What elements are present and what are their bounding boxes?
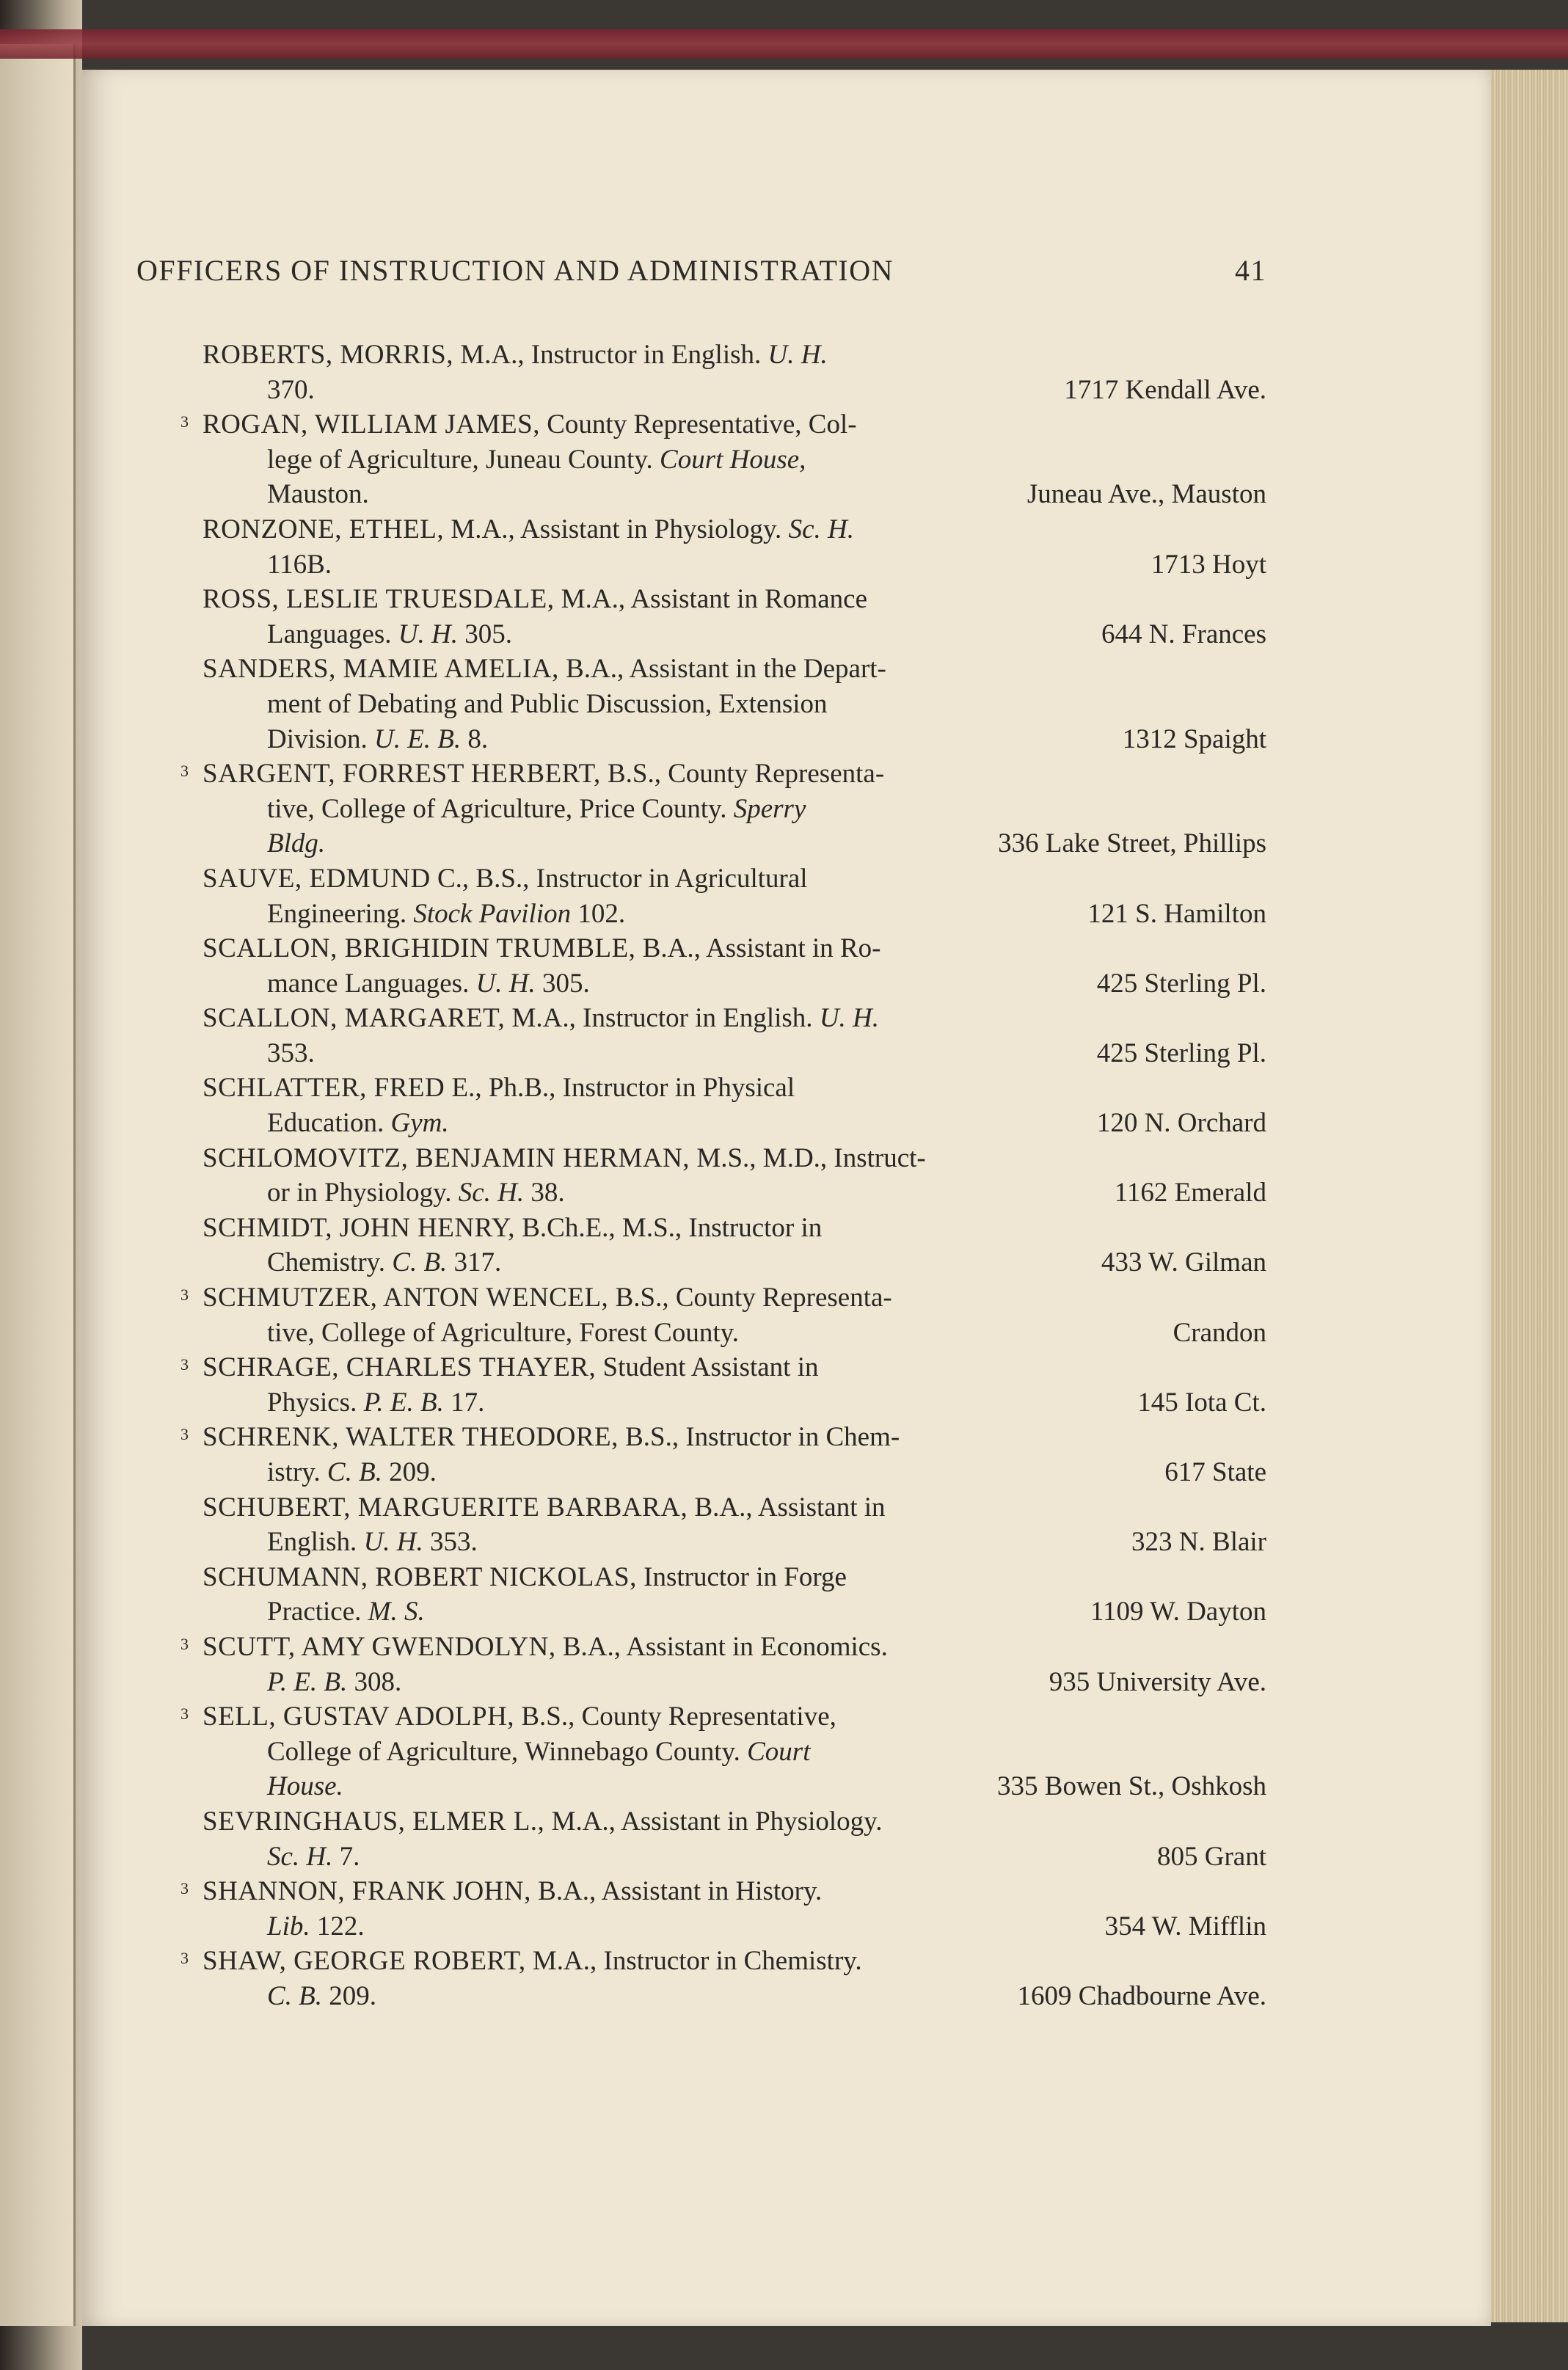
directory-entry [203, 1071, 1266, 1140]
entry-address: 145 Iota Ct. [1137, 1387, 1266, 1418]
entry-address: 425 Sterling Pl. [1096, 968, 1266, 999]
entry-text: County Representative, Col- [539, 409, 857, 440]
directory-entry [203, 338, 1266, 407]
directory-entry [203, 931, 1266, 1001]
page-block-edges [1489, 70, 1568, 2322]
entry-text: 305. [457, 619, 512, 649]
person-name: SCHUBERT, MARGUERITE BARBARA, [203, 1492, 688, 1523]
directory-entry [203, 1001, 1266, 1071]
entry-text: English. [267, 1527, 364, 1558]
directory-entry [203, 1141, 1266, 1211]
office-location: C. B. [267, 1980, 323, 2011]
entry-continuation-line [203, 722, 1266, 757]
person-name: SANDERS, MAMIE AMELIA, [203, 654, 559, 685]
directory-entry [180, 1420, 1266, 1490]
entry-text: 317. [447, 1247, 502, 1278]
directory-entry [180, 1280, 1266, 1350]
header-title: OFFICERS OF INSTRUCTION AND ADMINISTRATION [136, 254, 894, 287]
entry-name-line [203, 1211, 1266, 1246]
entry-name-line [180, 1944, 1266, 1979]
book-cover-edge [0, 29, 1568, 59]
office-location: P. E. B. [267, 1666, 348, 1697]
footnote-marker: 3 [180, 1355, 189, 1374]
entry-continuation-line [203, 477, 1266, 512]
entry-continuation-line [203, 1594, 1266, 1630]
entry-name-line [203, 338, 1266, 373]
entry-name-line [180, 1420, 1266, 1455]
entry-text: 353. [423, 1527, 478, 1558]
entry-continuation-line [203, 547, 1266, 583]
entry-address: Crandon [1173, 1317, 1266, 1348]
entry-continuation-line [203, 1245, 1266, 1280]
entry-address: 1312 Spaight [1122, 723, 1266, 754]
directory-entry [203, 582, 1266, 652]
entry-text: B.S., County Representa- [608, 1283, 892, 1313]
directory-entry [203, 1560, 1266, 1630]
entry-address: Juneau Ave., Mauston [1027, 479, 1266, 510]
entry-continuation-line [203, 1175, 1266, 1211]
entry-text: Languages. [267, 619, 398, 649]
person-name: SCUTT, AMY GWENDOLYN, [203, 1631, 556, 1662]
office-location: Sc. H. [267, 1841, 333, 1872]
office-location: C. B. [392, 1247, 448, 1278]
entry-text: C., B.S., Instructor in Agricultural [430, 863, 808, 894]
entry-address: 1109 W. Dayton [1090, 1597, 1266, 1627]
entry-address: 354 W. Mifflin [1104, 1911, 1266, 1941]
entry-text: Student Assistant in [596, 1352, 819, 1383]
office-location: House. [267, 1771, 343, 1802]
entry-text: B.Ch.E., M.S., Instructor in [514, 1212, 823, 1243]
entry-continuation-line [203, 1735, 1266, 1770]
person-name: ROGAN, WILLIAM JAMES, [203, 409, 540, 440]
person-name: ROBERTS, MORRIS, [203, 340, 453, 370]
entry-text: istry. [267, 1457, 327, 1487]
entry-text: 17. [443, 1387, 485, 1418]
entry-name-line [180, 1280, 1266, 1316]
entry-text: B.S., County Representative, [514, 1702, 836, 1732]
entry-name-line [180, 1630, 1266, 1665]
office-location: M. S. [368, 1597, 425, 1627]
entry-text: Instructor in Forge [636, 1561, 847, 1592]
entry-continuation-line [203, 966, 1266, 1002]
entry-name-line [203, 512, 1266, 547]
entry-text: tive, College of Agriculture, Forest County. [267, 1317, 739, 1348]
office-location: U. H. [819, 1003, 880, 1034]
entry-address: 1162 Emerald [1114, 1178, 1266, 1208]
person-name: SCALLON, MARGARET, [203, 1003, 506, 1034]
entry-address: 121 S. Hamilton [1087, 898, 1266, 929]
entry-continuation-line [203, 442, 1266, 478]
entry-name-line [180, 1699, 1266, 1735]
person-name: SCHLOMOVITZ, BENJAMIN HERMAN, [203, 1142, 690, 1173]
entry-text: Engineering. [267, 898, 414, 929]
entry-text: M.A., Instructor in English. [453, 340, 768, 370]
entry-address: 425 Sterling Pl. [1096, 1038, 1266, 1068]
entry-name-line [203, 1560, 1266, 1595]
office-location: U. H. [767, 340, 828, 370]
directory-entry [203, 1490, 1266, 1560]
office-location: U. E. B. [373, 723, 462, 754]
entry-continuation-line [203, 826, 1266, 861]
office-location: Sc. H. [458, 1178, 525, 1208]
footnote-marker: 3 [180, 1286, 189, 1305]
entry-continuation-line [203, 1525, 1266, 1560]
entry-name-line [180, 1350, 1266, 1385]
office-location: Court House, [660, 444, 806, 475]
directory-entry [180, 407, 1266, 512]
directory-listing [180, 338, 1266, 2014]
entry-text: B.A., Assistant in Ro- [635, 933, 881, 964]
entry-text: Practice. [267, 1597, 368, 1627]
entry-text: or in Physiology. [267, 1178, 459, 1208]
person-name: SHANNON, FRANK JOHN, [203, 1876, 531, 1907]
office-location: U. H. [398, 619, 458, 649]
page-number: 41 [1235, 254, 1266, 287]
person-name: SAUVE, EDMUND [203, 863, 431, 894]
entry-text: Education. [267, 1108, 391, 1139]
footnote-marker: 3 [180, 1425, 189, 1444]
directory-entry [180, 1944, 1266, 2013]
entry-name-line [203, 1071, 1266, 1106]
entry-name-line [180, 756, 1266, 792]
entry-address: 336 Lake Street, Phillips [998, 828, 1266, 859]
entry-text: B.A., Assistant in the Depart- [558, 654, 886, 685]
entry-address: 1609 Chadbourne Ave. [1017, 1980, 1266, 2011]
entry-text: 122. [310, 1911, 365, 1941]
entry-continuation-line [203, 1979, 1266, 2014]
footnote-marker: 3 [180, 1634, 189, 1653]
office-location: Bldg. [267, 828, 326, 859]
directory-entry [203, 861, 1266, 931]
entry-text: 8. [461, 723, 489, 754]
person-name: SEVRINGHAUS, ELMER L., [203, 1806, 545, 1837]
entry-name-line [203, 1804, 1266, 1840]
entry-name-line [203, 1001, 1266, 1036]
office-location: C. B. [327, 1457, 382, 1487]
person-name: SARGENT, FORREST HERBERT, [203, 759, 601, 790]
directory-entry [203, 652, 1266, 756]
entry-text: ment of Debating and Public Discussion, Extension [267, 688, 828, 719]
running-header [136, 253, 1266, 288]
office-location: Sperry [733, 793, 806, 824]
person-name: SELL, GUSTAV ADOLPH, [203, 1702, 515, 1732]
entry-text: 209. [322, 1980, 377, 2011]
entry-text: tive, College of Agriculture, Price County. [267, 793, 734, 824]
office-location: P. E. B. [363, 1387, 444, 1418]
entry-continuation-line [203, 792, 1266, 827]
entry-address: 617 State [1164, 1457, 1266, 1487]
entry-text: M.A., Assistant in Physiology. [544, 1806, 883, 1837]
entry-name-line [203, 931, 1266, 966]
entry-text: 305. [535, 968, 590, 999]
entry-text: M.A., Assistant in Romance [554, 584, 868, 615]
entry-text: M.S., M.D., Instruct- [690, 1142, 926, 1173]
directory-entry [203, 512, 1266, 582]
entry-continuation-line [203, 1385, 1266, 1421]
entry-address: 1717 Kendall Ave. [1064, 374, 1266, 405]
entry-text: 38. [524, 1178, 565, 1208]
entry-text: B.S., County Representa- [600, 759, 885, 790]
directory-entry [180, 1350, 1266, 1420]
person-name: SHAW, GEORGE ROBERT, [203, 1946, 526, 1977]
entry-continuation-line [203, 373, 1266, 408]
facing-page-edge [0, 44, 76, 2326]
entry-text: mance Languages. [267, 968, 476, 999]
person-name: SCHMUTZER, ANTON WENCEL, [203, 1283, 609, 1313]
entry-address: 935 University Ave. [1049, 1666, 1266, 1697]
entry-text: lege of Agriculture, Juneau County. [267, 444, 660, 475]
entry-continuation-line [203, 1106, 1266, 1141]
entry-continuation-line [203, 687, 1266, 722]
entry-continuation-line [203, 1316, 1266, 1351]
entry-address: 805 Grant [1157, 1841, 1266, 1872]
entry-continuation-line [203, 897, 1266, 932]
office-location: Sc. H. [788, 514, 854, 544]
office-location: Gym. [390, 1108, 449, 1139]
entry-text: B.A., Assistant in [688, 1492, 886, 1523]
entry-text: B.A., Assistant in History. [530, 1876, 823, 1907]
entry-text: 209. [382, 1457, 437, 1487]
footnote-marker: 3 [180, 1879, 189, 1898]
person-name: SCHMIDT, JOHN HENRY, [203, 1212, 515, 1243]
entry-address: 644 N. Frances [1101, 619, 1266, 649]
directory-entry [180, 1699, 1266, 1804]
entry-address: 323 N. Blair [1131, 1527, 1266, 1558]
entry-continuation-line [203, 1909, 1266, 1944]
directory-entry [203, 1804, 1266, 1874]
entry-name-line [203, 861, 1266, 897]
entry-continuation-line [203, 1840, 1266, 1875]
entry-continuation-line [203, 1455, 1266, 1490]
entry-text: 308. [347, 1666, 402, 1697]
entry-text: Physics. [267, 1387, 364, 1418]
entry-continuation-line [203, 1769, 1266, 1804]
entry-text: B.A., Assistant in Economics. [555, 1631, 888, 1662]
entry-text: Chemistry. [267, 1247, 393, 1278]
footnote-marker: 3 [180, 762, 189, 781]
office-location: Court [747, 1736, 811, 1767]
entry-text: 102. [571, 898, 626, 929]
entry-text: M.A., Instructor in English. [505, 1003, 820, 1034]
entry-name-line [203, 582, 1266, 617]
entry-continuation-line [203, 1036, 1266, 1071]
footnote-marker: 3 [180, 412, 189, 431]
entry-text: M.A., Instructor in Chemistry. [525, 1946, 862, 1977]
person-name: RONZONE, ETHEL, [203, 514, 445, 544]
office-location: Stock Pavilion [413, 898, 572, 929]
office-location: U. H. [475, 968, 536, 999]
entry-continuation-line [203, 1665, 1266, 1700]
entry-text: E., Ph.B., Instructor in Physical [445, 1073, 795, 1104]
entry-continuation-line [203, 617, 1266, 652]
person-name: SCALLON, BRIGHIDIN TRUMBLE, [203, 933, 636, 964]
entry-text: Division. [267, 723, 374, 754]
person-name: SCHRAGE, CHARLES THAYER, [203, 1352, 597, 1383]
entry-address: 433 W. Gilman [1101, 1247, 1266, 1278]
person-name: SCHRENK, WALTER THEODORE, [203, 1422, 619, 1453]
entry-text: 116B. [267, 549, 332, 580]
footnote-marker: 3 [180, 1949, 189, 1968]
entry-text: Mauston. [267, 479, 369, 510]
entry-address: 335 Bowen St., Oshkosh [997, 1771, 1266, 1802]
entry-text: 370. [267, 374, 315, 405]
person-name: ROSS, LESLIE TRUESDALE, [203, 584, 555, 615]
entry-name-line [180, 1874, 1266, 1909]
directory-entry [180, 1630, 1266, 1699]
entry-text: B.S., Instructor in Chem- [618, 1422, 900, 1453]
office-location: Lib. [267, 1911, 310, 1941]
entry-text: College of Agriculture, Winnebago County. [267, 1736, 748, 1767]
entry-address: 120 N. Orchard [1096, 1108, 1266, 1139]
directory-entry [203, 1211, 1266, 1280]
entry-name-line [203, 1141, 1266, 1176]
person-name: SCHUMANN, ROBERT NICKOLAS, [203, 1561, 637, 1592]
entry-address: 1713 Hoyt [1151, 549, 1266, 580]
directory-entry [180, 756, 1266, 861]
person-name: SCHLATTER, FRED [203, 1073, 445, 1104]
directory-entry [180, 1874, 1266, 1944]
entry-text: M.A., Assistant in Physiology. [444, 514, 789, 544]
entry-name-line [203, 1490, 1266, 1525]
entry-name-line [203, 652, 1266, 687]
entry-name-line [180, 407, 1266, 442]
entry-text: 353. [267, 1038, 315, 1068]
footnote-marker: 3 [180, 1704, 189, 1724]
office-location: U. H. [363, 1527, 423, 1558]
entry-text: 7. [332, 1841, 360, 1872]
